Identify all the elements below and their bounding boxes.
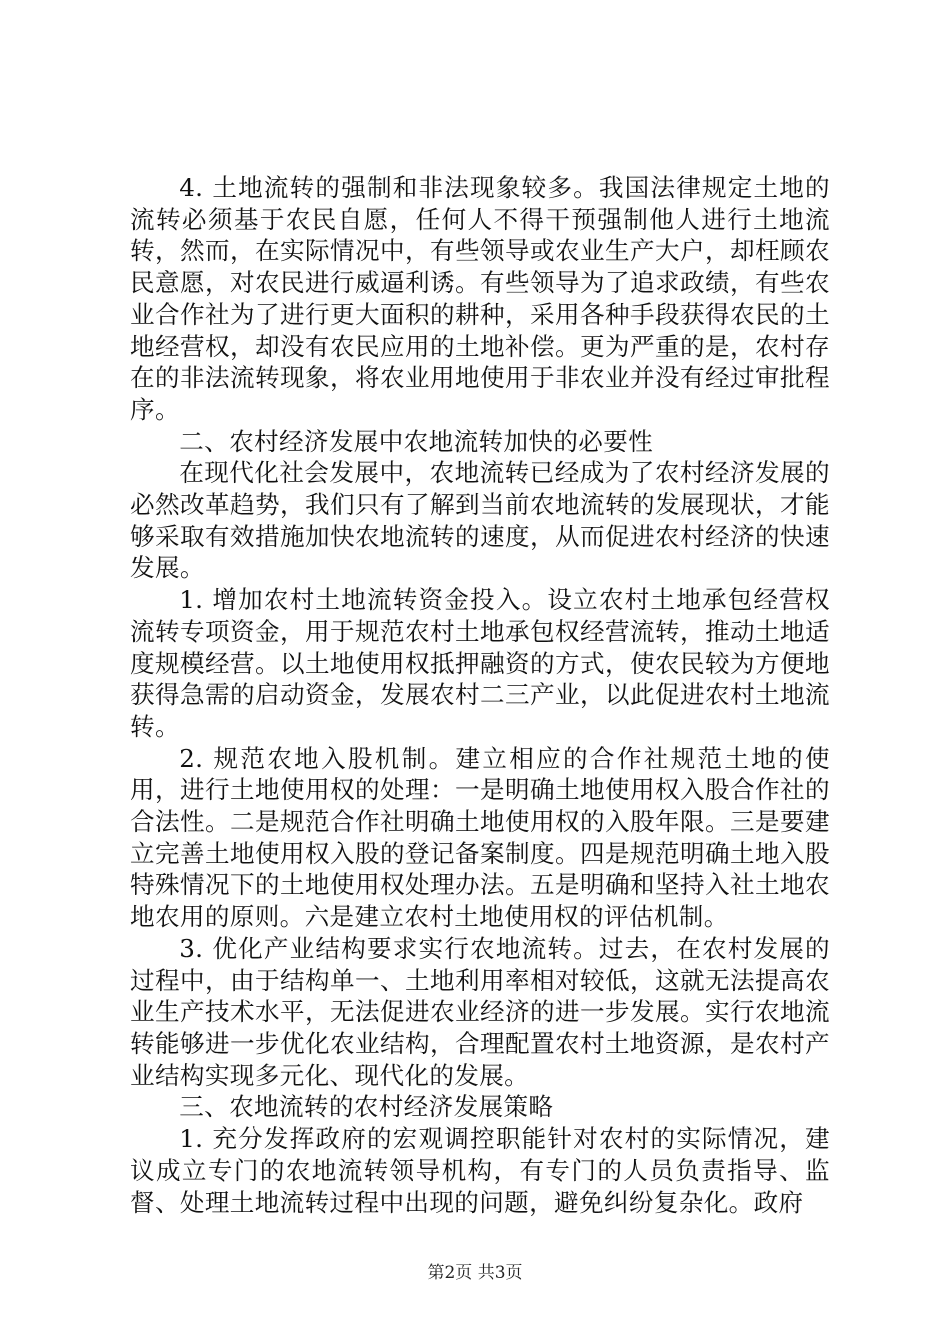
paragraph-optimize-structure: 3. 优化产业结构要求实行农地流转。过去，在农村发展的过程中，由于结构单一、土地利用率相对较低，这就无法提高农业生产技术水平，无法促进农业经济的进一步发展。实行农地流转能够进一步优化农业结构，合理配置农村土地资源，是农村产业结构实现多元化、现代化的发展。 [130, 933, 830, 1090]
paragraph-government-role: 1. 充分发挥政府的宏观调控职能针对农村的实际情况，建议成立专门的农地流转领导机构，有专门的人员负责指导、监督、处理土地流转过程中出现的问题，避免纠纷复杂化。政府 [130, 1124, 830, 1217]
paragraph-modernization-intro: 在现代化社会发展中，农地流转已经成为了农村经济发展的必然改革趋势，我们只有了解到当前农地流转的发展现状，才能够采取有效措施加快农地流转的速度，从而促进农村经济的快速发展。 [130, 458, 830, 583]
section-heading-necessity: 二、农村经济发展中农地流转加快的必要性 [179, 426, 654, 456]
page-footer: 第2页 共3页 [427, 1263, 523, 1283]
section-heading-strategy: 三、农地流转的农村经济发展策略 [179, 1092, 554, 1122]
paragraph-increase-funding: 1. 增加农村土地流转资金投入。设立农村土地承包经营权流转专项资金，用于规范农村土地承包权经营流转，推动土地适度规模经营。以土地使用权抵押融资的方式，使农民较为方便地获得急需的启动资金，发展农村二三产业，以此促进农村土地流转。 [130, 585, 830, 741]
paragraph-forced-illegal-transfer: 4. 土地流转的强制和非法现象较多。我国法律规定土地的流转必须基于农民自愿，任何人不得干预强制他人进行土地流转，然而，在实际情况中，有些领导或农业生产大户，却枉顾农民意愿，对农民进行威逼利诱。有些领导为了追求政绩，有些农业合作社为了进行更大面积的耕种，采用各种手段获得农民的土地经营权，却没有农民应用的土地补偿。更为严重的是，农村存在的非法流转现象，将农业用地使用于非农业并没有经过审批程序。 [130, 173, 830, 424]
document-body [130, 172, 830, 1218]
paragraph-share-mechanism: 2. 规范农地入股机制。建立相应的合作社规范土地的使用，进行土地使用权的处理：一是明确土地使用权入股合作社的合法性。二是规范合作社明确土地使用权的入股年限。三是要建立完善土地使用权入股的登记备案制度。四是规范明确土地入股特殊情况下的土地使用权处理办法。五是明确和坚持入社土地农地农用的原则。六是建立农村土地使用权的评估机制。 [130, 743, 830, 932]
